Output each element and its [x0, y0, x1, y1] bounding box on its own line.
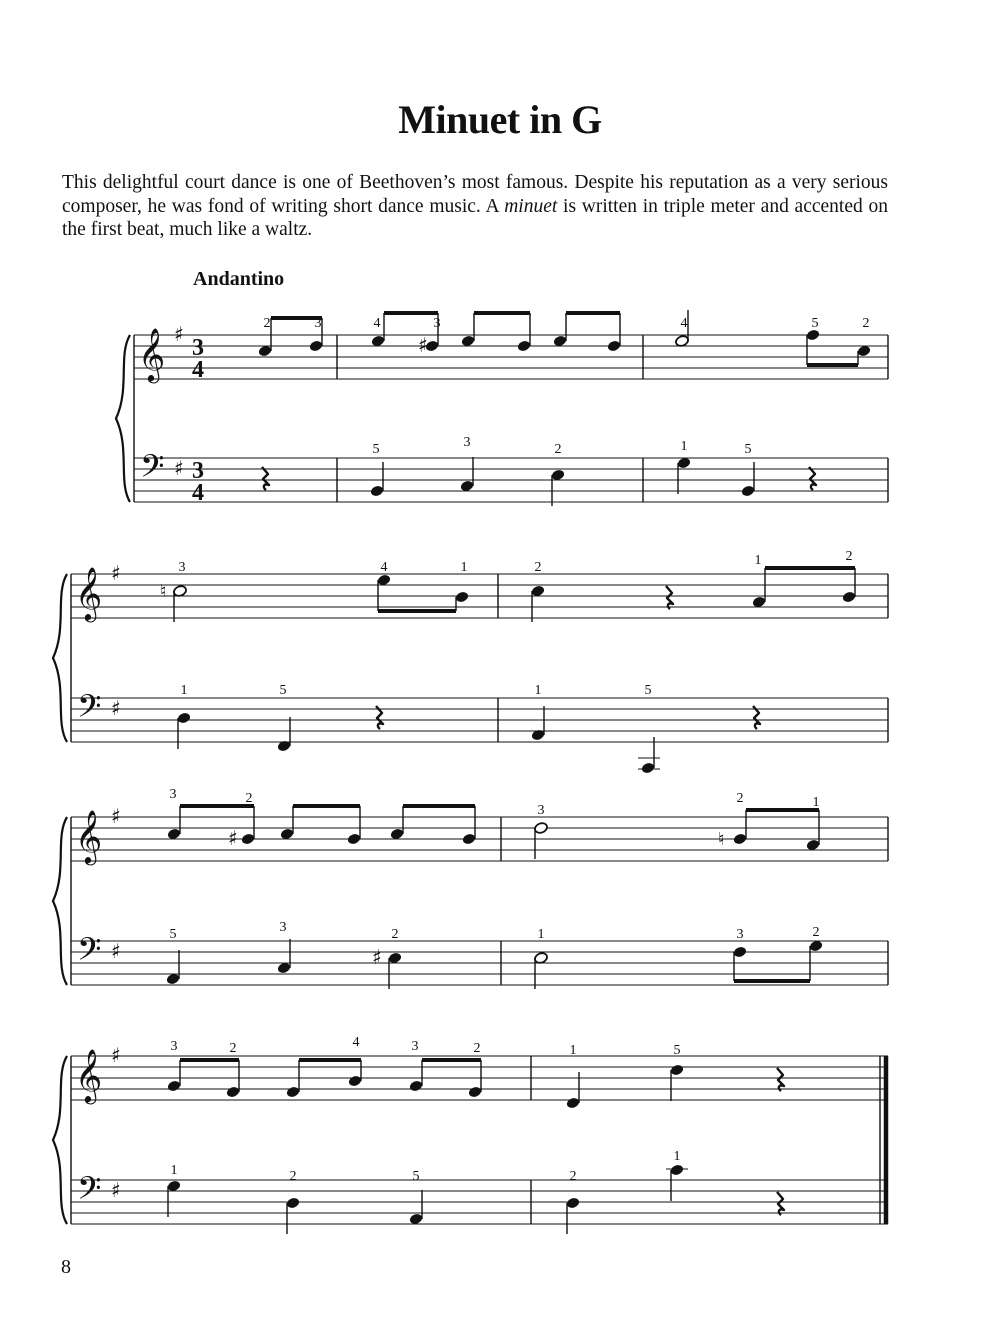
bass-fingering-number: 5	[279, 683, 287, 698]
treble-fingering-number: 4	[373, 316, 381, 331]
note-head	[517, 340, 532, 353]
system-3-notes	[166, 806, 824, 989]
system-1	[116, 316, 888, 506]
intro-text-1: This delightful court dance is one of Beethoven’s most famous. Despite his reputation as a very serious composer, he was fond of writing short dance music. A	[62, 172, 888, 217]
treble-clef-icon: 𝄞	[75, 1048, 103, 1102]
grand-staff-brace	[53, 1056, 67, 1224]
bass-fingering-number: 5	[412, 1169, 420, 1184]
note-head	[670, 1164, 685, 1177]
bass-fingering-number: 3	[736, 927, 744, 942]
bass-fingering-number: 2	[554, 442, 562, 457]
half-note-head	[534, 822, 549, 835]
intro-text-2: is written in triple meter and accented on the first beat, much like a waltz.	[62, 195, 888, 240]
note-head	[566, 1197, 581, 1210]
treble-fingering-number: 4	[380, 560, 388, 575]
page-title: Minuet in G	[398, 97, 602, 142]
quarter-rest-icon	[809, 467, 816, 490]
accidental-natural-icon: ♮	[160, 581, 167, 602]
system-2-notes	[160, 568, 856, 774]
bass-clef-icon: 𝄢	[77, 931, 102, 975]
bass-fingering-number: 1	[180, 683, 188, 698]
note-head	[286, 1086, 301, 1099]
treble-fingering-number: 2	[229, 1041, 237, 1056]
grand-staff-brace	[53, 574, 67, 742]
system-1-notes	[258, 310, 872, 506]
note-head	[347, 833, 362, 846]
note-head	[309, 340, 324, 353]
accidental-sharp-icon: ♯	[228, 826, 238, 850]
accidental-sharp-icon: ♯	[372, 945, 382, 969]
treble-fingering-number: 2	[736, 791, 744, 806]
bass-fingering-number: 1	[673, 1149, 681, 1164]
accidental-natural-icon: ♮	[718, 829, 725, 850]
note-head	[566, 1097, 581, 1110]
note-head	[286, 1197, 301, 1210]
bass-fingering-number: 2	[289, 1169, 297, 1184]
time-signature-top: 3	[192, 335, 204, 361]
treble-fingering-number: 1	[754, 553, 762, 568]
bass-clef-icon: 𝄢	[140, 448, 165, 492]
note-head	[741, 485, 756, 498]
bass-fingering-number: 5	[372, 442, 380, 457]
bass-fingering-number: 3	[279, 920, 287, 935]
treble-fingering-number: 2	[845, 549, 853, 564]
key-sharp-icon: ♯	[111, 561, 121, 585]
treble-fingering-number: 3	[169, 787, 177, 802]
bass-fingering-number: 1	[680, 439, 688, 454]
key-sharp-icon: ♯	[111, 804, 121, 828]
treble-fingering-number: 1	[812, 795, 820, 810]
note-head	[409, 1080, 424, 1093]
treble-fingering-number: 4	[352, 1035, 360, 1050]
system-3	[53, 787, 888, 985]
treble-fingering-number: 5	[811, 316, 819, 331]
treble-fingering-number: 2	[862, 316, 870, 331]
bass-fingering-number: 1	[537, 927, 545, 942]
grand-staff-brace	[116, 335, 130, 502]
key-sharp-icon: ♯	[174, 456, 184, 480]
system-4-notes	[167, 1060, 784, 1234]
treble-fingering-number: 3	[537, 803, 545, 818]
time-signature-bottom: 4	[192, 480, 204, 506]
time-signature-top: 3	[192, 458, 204, 484]
note-head	[641, 762, 656, 775]
note-head	[226, 1086, 241, 1099]
bass-fingering-number: 1	[170, 1163, 178, 1178]
treble-fingering-number: 5	[673, 1043, 681, 1058]
bass-fingering-number: 2	[569, 1169, 577, 1184]
note-head	[241, 833, 256, 846]
key-sharp-icon: ♯	[111, 1043, 121, 1067]
time-signature-bottom: 4	[192, 357, 204, 383]
note-head	[670, 1064, 685, 1077]
note-head	[733, 833, 748, 846]
bass-clef-icon: 𝄢	[77, 688, 102, 732]
treble-fingering-number: 3	[411, 1039, 419, 1054]
system-4	[53, 1035, 888, 1224]
quarter-rest-icon	[777, 1192, 784, 1215]
bass-fingering-number: 1	[534, 683, 542, 698]
page-number: 8	[61, 1256, 71, 1278]
key-sharp-icon: ♯	[111, 939, 121, 963]
treble-fingering-number: 1	[569, 1043, 577, 1058]
quarter-rest-icon	[262, 467, 269, 490]
bass-fingering-number: 5	[744, 442, 752, 457]
bass-fingering-number: 2	[812, 925, 820, 940]
bass-fingering-number: 5	[169, 927, 177, 942]
tempo-marking: Andantino	[193, 268, 285, 290]
note-head	[842, 591, 857, 604]
quarter-rest-icon	[777, 1068, 784, 1091]
treble-clef-icon: 𝄞	[138, 327, 166, 381]
intro-emphasis: minuet	[504, 195, 558, 217]
note-head	[455, 591, 470, 604]
key-sharp-icon: ♯	[111, 1178, 121, 1202]
treble-fingering-number: 3	[170, 1039, 178, 1054]
treble-fingering-number: 2	[263, 316, 271, 331]
system-2	[53, 549, 888, 742]
grand-staff-brace	[53, 817, 67, 985]
treble-clef-icon: 𝄞	[75, 809, 103, 863]
bass-clef-icon: 𝄢	[77, 1170, 102, 1214]
note-head	[733, 946, 748, 959]
note-head	[462, 833, 477, 846]
bass-fingering-number: 2	[391, 927, 399, 942]
key-sharp-icon: ♯	[174, 322, 184, 346]
bass-fingering-number: 3	[463, 435, 471, 450]
treble-fingering-number: 2	[473, 1041, 481, 1056]
treble-fingering-number: 2	[245, 791, 253, 806]
treble-fingering-number: 3	[314, 316, 322, 331]
note-head	[177, 712, 192, 725]
treble-fingering-number: 3	[178, 560, 186, 575]
note-head	[348, 1075, 363, 1088]
treble-fingering-number: 3	[433, 316, 441, 331]
accidental-sharp-icon: ♯	[418, 333, 428, 357]
treble-fingering-number: 1	[460, 560, 468, 575]
bass-fingering-number: 5	[644, 683, 652, 698]
quarter-rest-icon	[666, 586, 673, 609]
note-head	[468, 1086, 483, 1099]
treble-clef-icon: 𝄞	[75, 566, 103, 620]
treble-fingering-number: 4	[680, 316, 688, 331]
treble-fingering-number: 2	[534, 560, 542, 575]
key-sharp-icon: ♯	[111, 696, 121, 720]
note-head	[167, 1080, 182, 1093]
note-head	[370, 485, 385, 498]
note-head	[607, 340, 622, 353]
